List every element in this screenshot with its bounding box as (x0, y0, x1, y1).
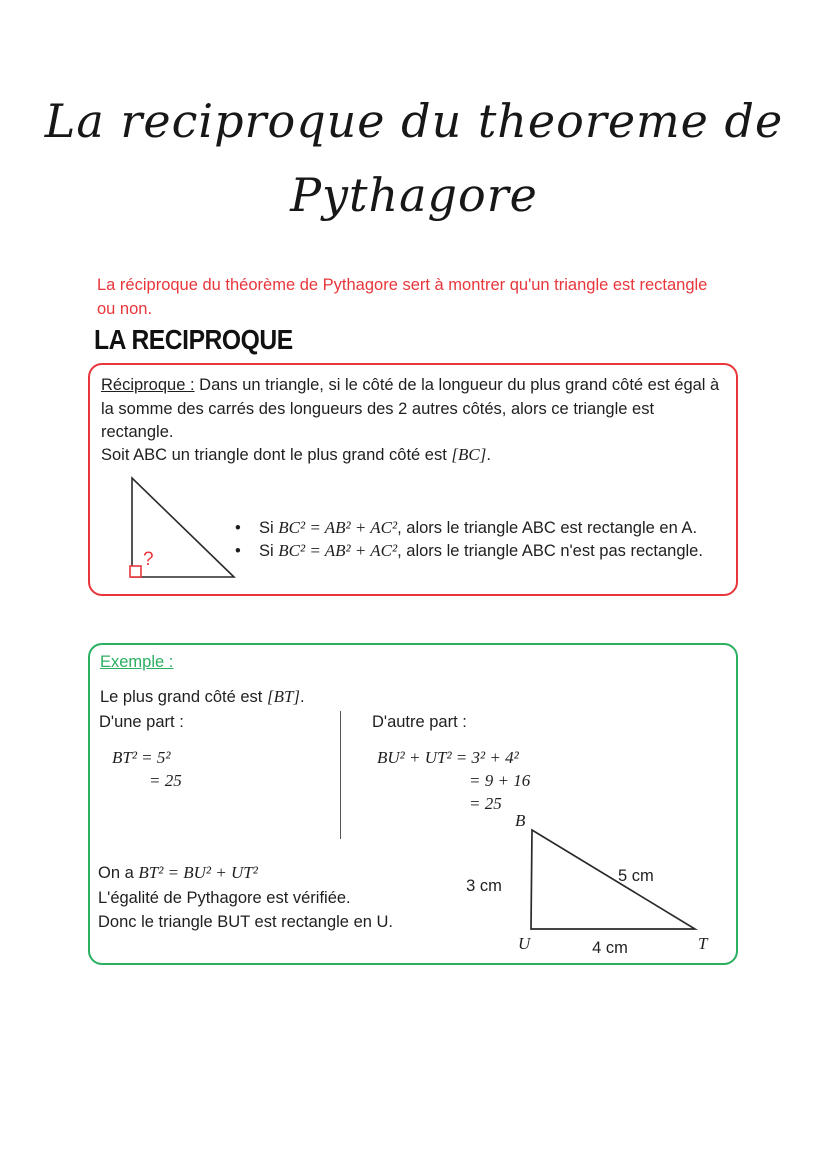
example-intro-math-bt: [BT] (266, 687, 301, 706)
section-heading: LA RECIPROQUE (94, 324, 293, 355)
bullet1-prefix: Si (259, 519, 279, 537)
document-title-line2: Pythagore (290, 168, 538, 222)
setup-math-bc: [BC] (451, 445, 487, 464)
reciproque-box (88, 363, 738, 596)
vertex-b-label: B (515, 811, 526, 830)
reciproque-definition (101, 374, 725, 445)
side-3cm-label: 3 cm (466, 877, 502, 895)
triangle-but-figure (440, 808, 732, 960)
bullet-text (259, 517, 727, 539)
reciproque-bullet-list (231, 517, 727, 563)
bullet2-prefix: Si (259, 542, 279, 560)
reciproque-definition-text: Dans un triangle, si le côté de la longueur du plus grand côté est égal à la somme des carrés des longueurs des 2 autres côtés, alors ce triangle est rectangle. (101, 376, 720, 441)
bullet-item-not-rectangle (231, 540, 727, 562)
math-line: BU² + UT² = 3² + 4² (377, 748, 519, 767)
bullet-text (259, 540, 727, 562)
example-intro-suffix: . (300, 688, 305, 706)
right-column-heading: D'autre part : (372, 713, 467, 731)
conclusion-line1 (98, 861, 393, 886)
vertex-t-label: T (698, 934, 708, 953)
bullet-icon: • (235, 519, 241, 537)
bullet2-math: BC² = AB² + AC² (278, 541, 398, 560)
column-divider (340, 711, 341, 839)
triangle-but-outline (531, 830, 695, 929)
conclusion-line3: Donc le triangle BUT est rectangle en U. (98, 913, 394, 931)
document-title (0, 84, 828, 232)
conclusion-line1-prefix: On a (98, 864, 139, 882)
math-line: = 25 (469, 794, 502, 813)
triangle-abc-figure (126, 475, 240, 583)
example-box (88, 643, 738, 965)
side-5cm-label: 5 cm (618, 867, 654, 885)
bullet-item-rectangle (231, 517, 727, 539)
math-line: BT² = 5² (112, 748, 171, 767)
intro-paragraph: La réciproque du théorème de Pythagore sert à montrer qu'un triangle est rectangle ou non. (97, 276, 708, 318)
right-angle-marker (130, 566, 141, 577)
vertex-u-label: U (518, 934, 531, 953)
setup-prefix: Soit ABC un triangle dont le plus grand côté est (101, 446, 452, 464)
example-intro-prefix: Le plus grand côté est (100, 688, 267, 706)
example-label: Exemple : (100, 653, 174, 671)
bullet1-suffix: , alors le triangle ABC est rectangle en A. (397, 519, 698, 537)
setup-suffix: . (486, 446, 491, 464)
bullet1-math: BC² = AB² + AC² (278, 518, 398, 537)
bullet2-suffix: , alors le triangle ABC n'est pas rectangle. (397, 542, 703, 560)
left-column-math (112, 746, 182, 792)
conclusion-line2: L'égalité de Pythagore est vérifiée. (98, 888, 351, 907)
left-column-heading: D'une part : (99, 713, 184, 731)
setup-sentence (101, 445, 491, 465)
math-line: = 9 + 16 (469, 771, 531, 790)
document-title-line1: La reciproque du theoreme de (44, 94, 784, 148)
conclusion-line1-math: BT² = BU² + UT² (138, 863, 258, 882)
math-line: = 25 (149, 771, 182, 790)
bullet-icon: • (235, 542, 241, 560)
side-4cm-label: 4 cm (592, 939, 628, 957)
reciproque-label: Réciproque : (101, 376, 195, 394)
right-column-math (377, 746, 530, 815)
conclusion-block (98, 861, 393, 935)
example-intro (100, 687, 305, 707)
question-mark-label: ? (143, 549, 154, 570)
